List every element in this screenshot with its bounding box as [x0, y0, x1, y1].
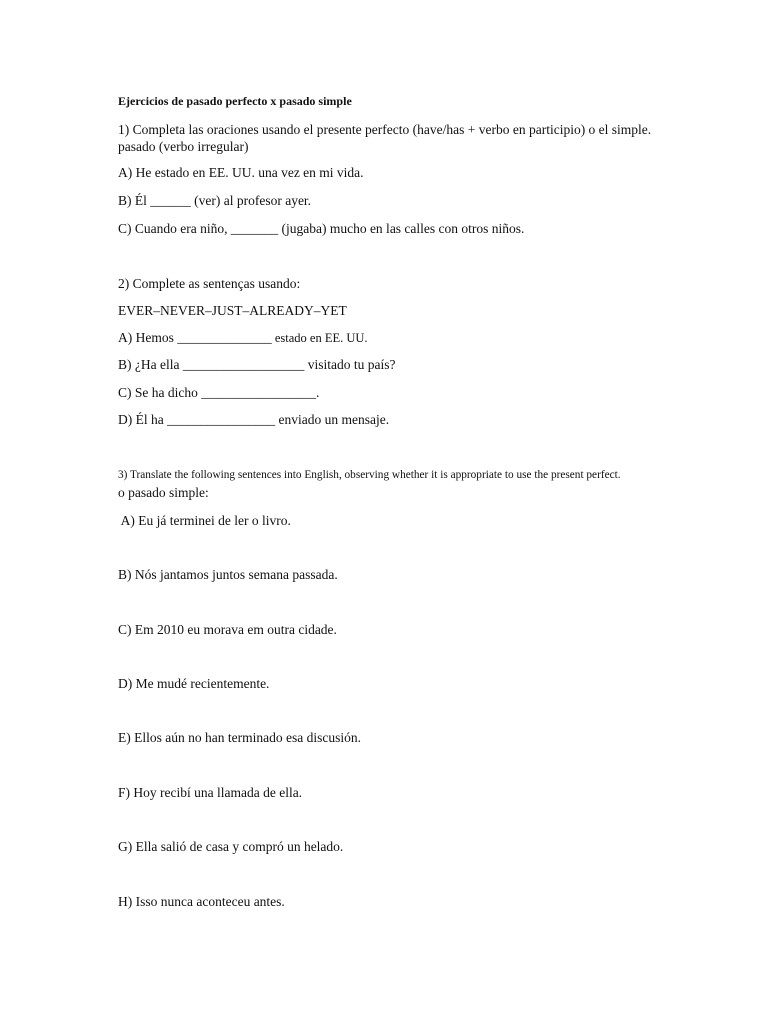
section2-item-a-start: A) Hemos ______________ — [118, 330, 272, 345]
section1-item-c: C) Cuando era niño, _______ (jugaba) mucho en las calles con otros niños. — [118, 221, 525, 236]
section2-item-d: D) Él ha ________________ enviado un mensaje. — [118, 412, 390, 427]
worksheet-title: Ejercicios de pasado perfecto x pasado simple — [118, 94, 352, 108]
section3-item-b: B) Nós jantamos juntos semana passada. — [118, 567, 338, 582]
section2-item-b: B) ¿Ha ella __________________ visitado tu país? — [118, 357, 396, 372]
section3-item-e: E) Ellos aún no han terminado esa discusión. — [118, 730, 361, 745]
section3-instruction-continued: o pasado simple: — [118, 485, 209, 500]
section1-item-b: B) Él ______ (ver) al profesor ayer. — [118, 193, 312, 208]
section2-item-a — [118, 330, 368, 346]
section2-item-c: C) Se ha dicho _________________. — [118, 385, 320, 400]
section2-item-a-end: estado en EE. UU. — [271, 331, 368, 345]
section2-instruction: 2) Complete as sentenças usando: — [118, 276, 301, 291]
section3-item-c: C) Em 2010 eu morava em outra cidade. — [118, 622, 337, 637]
section3-item-g: G) Ella salió de casa y compró un helado. — [118, 839, 344, 854]
section3-item-f: F) Hoy recibí una llamada de ella. — [118, 785, 303, 800]
section3-item-d: D) Me mudé recientemente. — [118, 676, 270, 691]
section1-instruction: 1) Completa las oraciones usando el presente perfecto (have/has + verbo en participio) o el simple. pasado (verbo irregular) — [118, 122, 652, 154]
section2-word-list: EVER–NEVER–JUST–ALREADY–YET — [118, 303, 347, 318]
section3-item-h: H) Isso nunca aconteceu antes. — [118, 894, 285, 909]
section3-instruction: 3) Translate the following sentences into English, observing whether it is appropriate to use the present perfect. — [118, 469, 621, 481]
section3-item-a: A) Eu já terminei de ler o livro. — [118, 513, 291, 528]
section1-item-a: A) He estado en EE. UU. una vez en mi vida. — [118, 165, 364, 180]
